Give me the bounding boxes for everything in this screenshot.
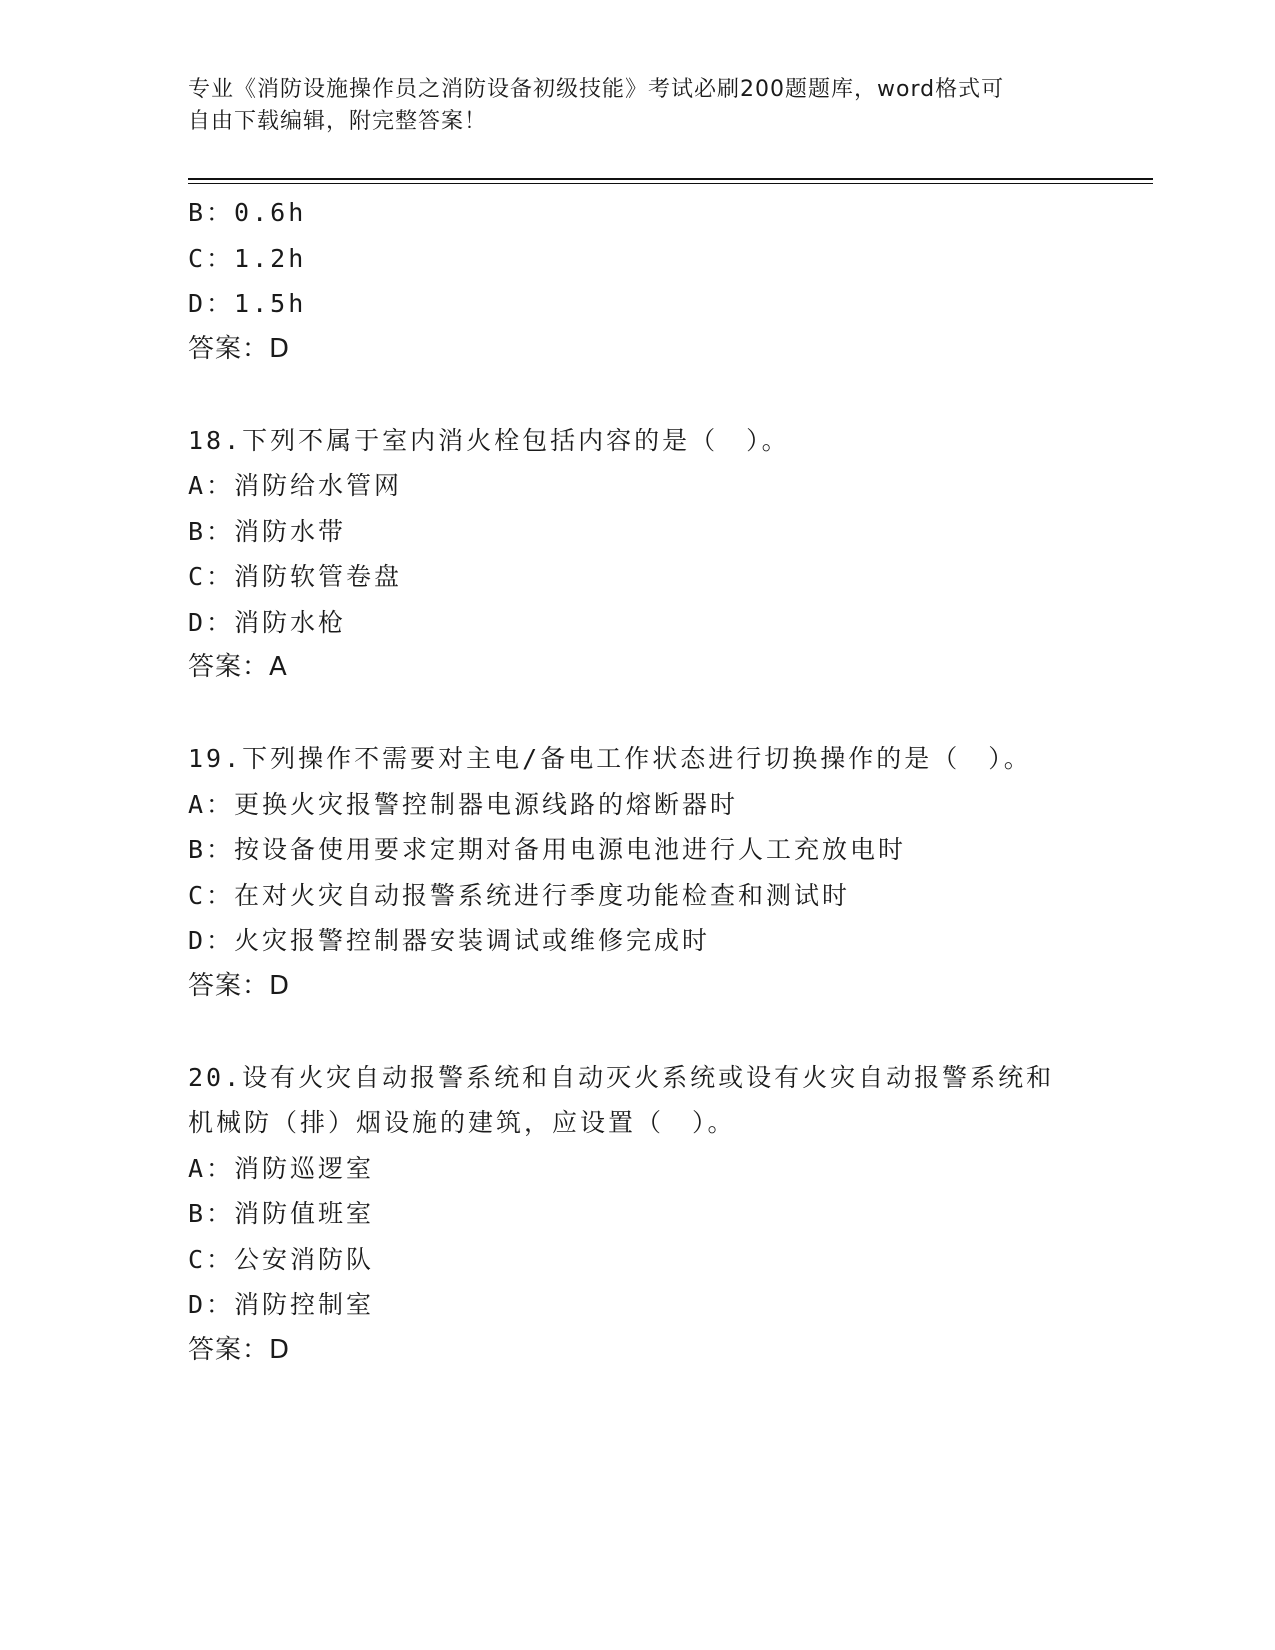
option-d: D：消防水枪 — [188, 607, 347, 637]
option-b: B：消防水带 — [188, 516, 347, 546]
spacer — [188, 691, 1088, 737]
question-18 — [188, 418, 1088, 691]
option-d: D：1.5h — [188, 289, 307, 318]
option-d: D：消防控制室 — [188, 1290, 375, 1319]
option-a: A：消防给水管网 — [188, 471, 403, 500]
question-19 — [188, 736, 1088, 1009]
answer-line: 答案：A — [188, 652, 288, 682]
header-line-2: 自由下载编辑，附完整答案！ — [188, 109, 488, 134]
answer-line: 答案：D — [188, 333, 291, 364]
question-stem: 19.下列操作不需要对主电/备电工作状态进行切换操作的是（ ）。 — [188, 744, 1032, 773]
header-divider-thick — [188, 178, 1153, 180]
question-content — [188, 190, 1088, 1373]
option-a: A：消防巡逻室 — [188, 1153, 375, 1183]
option-c: C：在对火灾自动报警系统进行季度功能检查和测试时 — [188, 880, 851, 910]
header-divider-thin — [188, 183, 1153, 184]
document-header — [188, 74, 1068, 138]
option-a: A：更换火灾报警控制器电源线路的熔断器时 — [188, 789, 739, 819]
option-c: C：公安消防队 — [188, 1244, 375, 1274]
question-stem-line-2: 机械防（排）烟设施的建筑，应设置（ ）。 — [188, 1108, 736, 1137]
question-stem-line-1: 20.设有火灾自动报警系统和自动灭火系统或设有火灾自动报警系统和 — [188, 1062, 1055, 1092]
option-b: B：0.6h — [188, 198, 307, 227]
spacer — [188, 1009, 1088, 1055]
answer-line: 答案：D — [188, 1334, 291, 1365]
question-stem: 18.下列不属于室内消火栓包括内容的是（ ）。 — [188, 425, 790, 455]
header-line-1: 专业《消防设施操作员之消防设备初级技能》考试必刷200题题库，word格式可 — [188, 77, 1005, 102]
option-c: C：消防软管卷盘 — [188, 562, 403, 591]
option-d: D：火灾报警控制器安装调试或维修完成时 — [188, 926, 711, 955]
option-b: B：按设备使用要求定期对备用电源电池进行人工充放电时 — [188, 835, 907, 864]
answer-line: 答案：D — [188, 970, 291, 1001]
question-20 — [188, 1055, 1088, 1374]
spacer — [188, 372, 1088, 418]
question-17-continued — [188, 190, 1088, 372]
option-b: B：消防值班室 — [188, 1199, 375, 1228]
option-c: C：1.2h — [188, 243, 307, 273]
